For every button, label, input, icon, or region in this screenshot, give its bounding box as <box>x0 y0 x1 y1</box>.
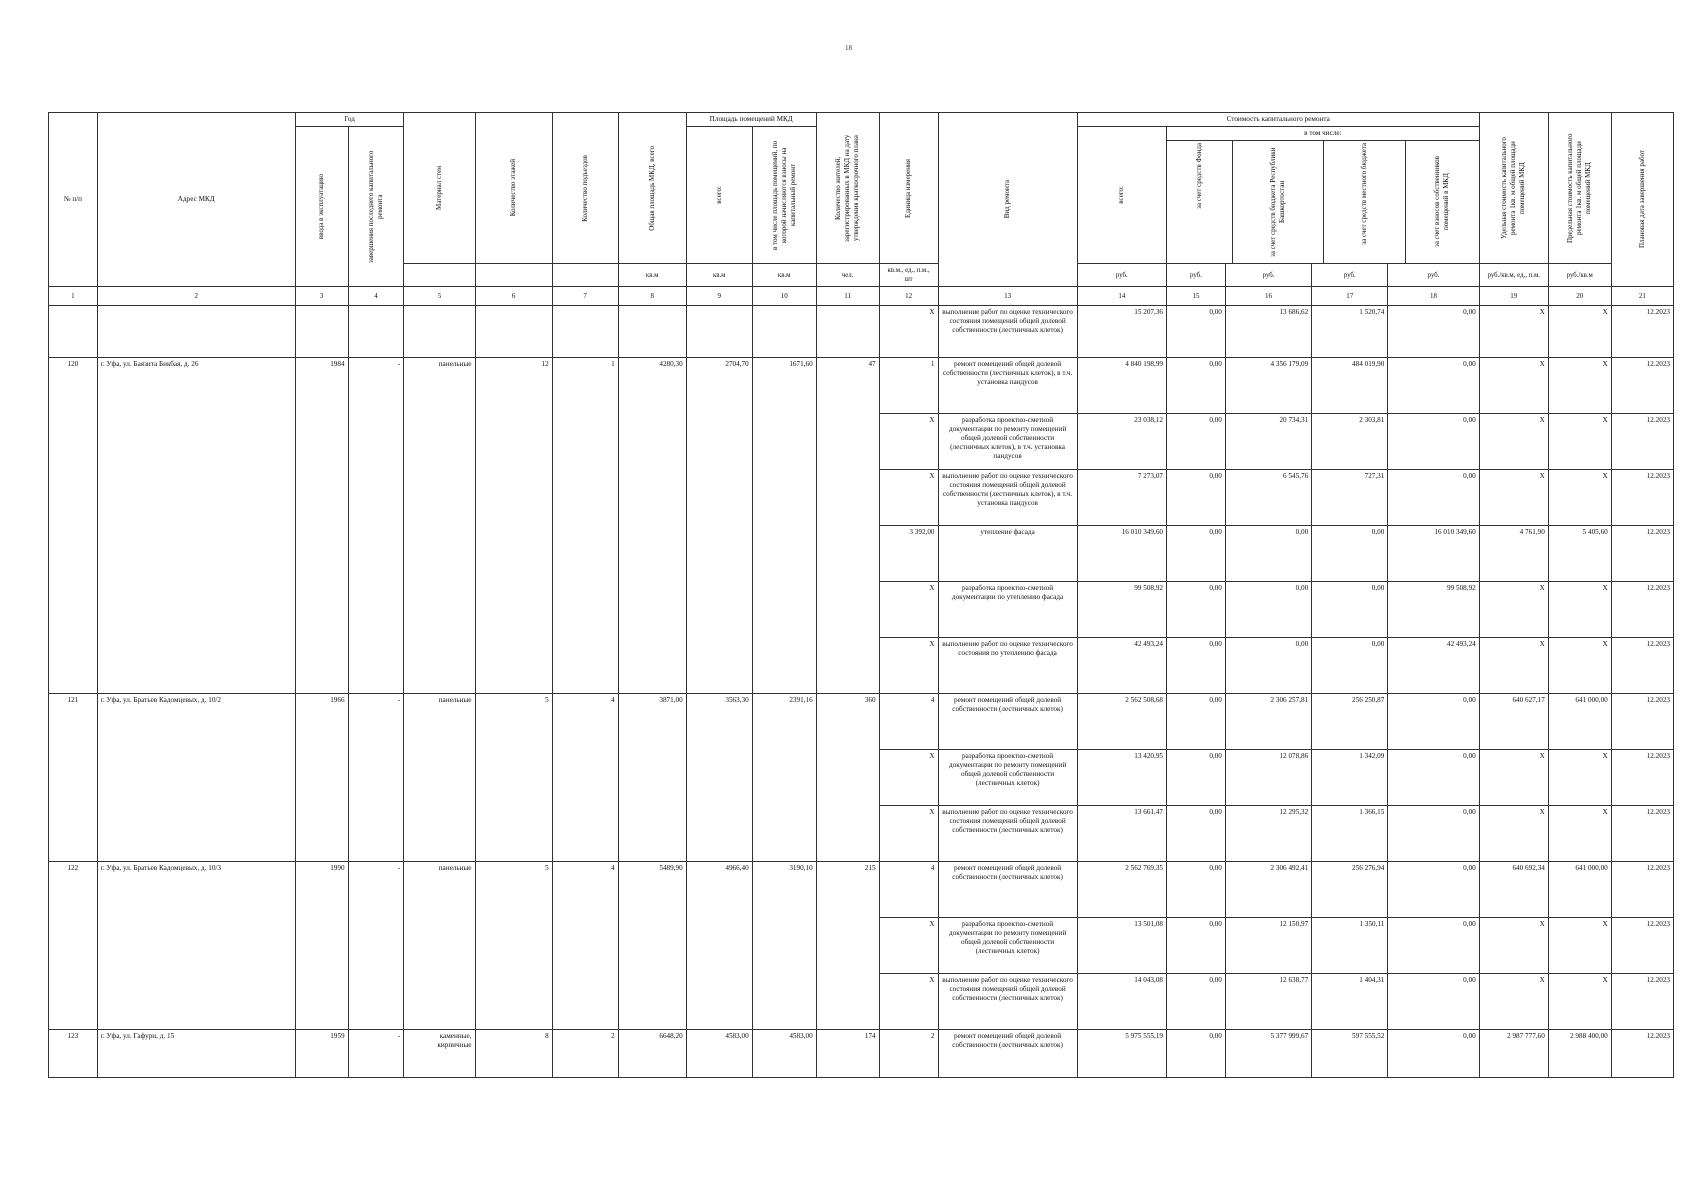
cell-specific: 640 692,34 <box>1479 862 1548 918</box>
cell-cost-total: 13 420,95 <box>1077 750 1166 806</box>
col-number: 2 <box>97 287 295 306</box>
unit-premises-res: кв.м <box>752 264 816 287</box>
cell-cost-fund: 0,00 <box>1167 470 1226 526</box>
year-commissioning: 1966 <box>295 694 348 862</box>
cell-limit: X <box>1548 918 1611 974</box>
cell-cost-fund: 0,00 <box>1167 358 1226 414</box>
cell-cost-total: 13 501,08 <box>1077 918 1166 974</box>
cell-cost-republic: 13 686,62 <box>1225 306 1311 358</box>
unit-floors-blank <box>475 264 552 287</box>
cell-specific: X <box>1479 750 1548 806</box>
premises-residential: 4583,00 <box>752 1030 816 1078</box>
header-including-group <box>1167 127 1480 264</box>
cell-cost-owners: 0,00 <box>1388 862 1479 918</box>
cell-specific: X <box>1479 806 1548 862</box>
header-specific-cost: Удельная стоимость капитального ремонта 1кв. м общей площади помещений МКД <box>1479 113 1548 264</box>
cell-cost-republic: 5 377 999,67 <box>1225 1030 1311 1078</box>
year-last-repair: - <box>348 358 404 694</box>
table-row <box>49 694 1674 750</box>
header-limit-cost: Предельная стоимость капитального ремонта 1кв. м общей площади помещений МКД <box>1548 113 1611 264</box>
cell-cost-owners: 0,00 <box>1388 694 1479 750</box>
cell-work: ремонт помещений общей долевой собственности (лестничных клеток) <box>938 862 1077 918</box>
col-number: 4 <box>348 287 404 306</box>
col-number: 18 <box>1388 287 1479 306</box>
cell-work: выполнение работ по оценке технического состояния по утеплению фасада <box>938 638 1077 694</box>
cell-cost-owners: 0,00 <box>1388 306 1479 358</box>
header-total-area: Общая площадь МКД, всего <box>618 113 686 264</box>
header-cost-local: за счет средств местного бюджета <box>1324 141 1406 263</box>
cell-work: разработка проектно-сметной документации по ремонту помещений общей долевой собственности (лестничных клеток) <box>938 918 1077 974</box>
cell-specific: 2 987 777,60 <box>1479 1030 1548 1078</box>
unit-material-blank <box>404 264 475 287</box>
entrances-count: 2 <box>552 1030 618 1078</box>
cell-work: утепление фасада <box>938 526 1077 582</box>
unit-cost-local: руб. <box>1312 264 1388 287</box>
floors-count: 12 <box>475 358 552 694</box>
unit-cost-owners: руб. <box>1388 264 1479 287</box>
total-area: 4280,30 <box>618 358 686 694</box>
cell-cost-local: 0,00 <box>1312 582 1388 638</box>
cell-cost-total: 2 562 769,35 <box>1077 862 1166 918</box>
cell-cost-total: 5 975 555,19 <box>1077 1030 1166 1078</box>
cell-cost-fund: 0,00 <box>1167 918 1226 974</box>
cell-cost-republic: 0,00 <box>1225 638 1311 694</box>
cell-unit: 2 <box>879 1030 938 1078</box>
cell-work: разработка проектно-сметной документации по ремонту помещений общей долевой собственности (лестничных клеток), в т.ч. установка пандусов <box>938 414 1077 470</box>
building-address: г. Уфа, ул. Гафури, д. 15 <box>97 1030 295 1078</box>
unit-cost-republic: руб. <box>1225 264 1311 287</box>
cell-date: 12.2023 <box>1611 806 1673 862</box>
cell-cost-total: 42 493,24 <box>1077 638 1166 694</box>
cell-date: 12.2023 <box>1611 306 1673 358</box>
premises-total: 4966,40 <box>686 862 752 1030</box>
cell-limit: X <box>1548 582 1611 638</box>
unit-total-area: кв.м <box>618 264 686 287</box>
cell-cost-local: 256 250,87 <box>1312 694 1388 750</box>
cell-specific: X <box>1479 414 1548 470</box>
cell-cost-republic: 0,00 <box>1225 526 1311 582</box>
col-number: 19 <box>1479 287 1548 306</box>
cell-unit: 1 <box>879 358 938 414</box>
col-number: 17 <box>1312 287 1388 306</box>
cell-unit: X <box>879 806 938 862</box>
header-cost-group: Стоимость капитального ремонта <box>1077 113 1479 127</box>
cell-cost-republic: 20 734,31 <box>1225 414 1311 470</box>
header-cost-total: всего: <box>1077 127 1166 264</box>
cell-cost-local: 1 350,11 <box>1312 918 1388 974</box>
cell-cost-local: 2 303,81 <box>1312 414 1388 470</box>
total-area: 6648,20 <box>618 1030 686 1078</box>
col-number: 5 <box>404 287 475 306</box>
premises-residential: 3190,10 <box>752 862 816 1030</box>
col-number: 12 <box>879 287 938 306</box>
cell-cost-total: 23 038,12 <box>1077 414 1166 470</box>
header-num: № п/п <box>49 113 98 287</box>
wall-material: панельные <box>404 862 475 1030</box>
cell-unit: X <box>879 750 938 806</box>
header-repair-type: Вид ремонта <box>938 113 1077 287</box>
cell-cost-local: 484 019,90 <box>1312 358 1388 414</box>
header-year-last-repair: завершения последнего капитального ремонта <box>348 127 404 287</box>
cell-cost-total: 14 043,08 <box>1077 974 1166 1030</box>
header-floors: Количество этажей <box>475 113 552 264</box>
cell-cost-owners: 0,00 <box>1388 974 1479 1030</box>
table-row <box>49 358 1674 414</box>
cell-cost-local: 1 342,09 <box>1312 750 1388 806</box>
wall-material: панельные <box>404 694 475 862</box>
cell-specific: X <box>1479 918 1548 974</box>
col-number: 21 <box>1611 287 1673 306</box>
unit-unit: кв.м., ед., п.м., шт <box>879 264 938 287</box>
building-num: 120 <box>49 358 98 694</box>
cell-limit: X <box>1548 806 1611 862</box>
col-number: 7 <box>552 287 618 306</box>
cell-cost-fund: 0,00 <box>1167 806 1226 862</box>
cell-cost-total: 16 010 349,60 <box>1077 526 1166 582</box>
cell-limit: 641 000,00 <box>1548 694 1611 750</box>
unit-cost-fund: руб. <box>1167 264 1226 287</box>
cell-specific: X <box>1479 582 1548 638</box>
residents-count: 47 <box>816 358 879 694</box>
cell-cost-owners: 42 493,24 <box>1388 638 1479 694</box>
cell-specific: X <box>1479 470 1548 526</box>
table-body <box>49 306 1674 1078</box>
cell-cost-total: 7 273,07 <box>1077 470 1166 526</box>
residents-count: 215 <box>816 862 879 1030</box>
cell-date: 12.2023 <box>1611 974 1673 1030</box>
col-number: 9 <box>686 287 752 306</box>
unit-entrances-blank <box>552 264 618 287</box>
cell-cost-local: 256 276,94 <box>1312 862 1388 918</box>
cell-cost-republic: 4 356 179,09 <box>1225 358 1311 414</box>
year-last-repair: - <box>348 1030 404 1078</box>
col-number: 13 <box>938 287 1077 306</box>
cell-unit: X <box>879 414 938 470</box>
cell-date: 12.2023 <box>1611 470 1673 526</box>
cell-date: 12.2023 <box>1611 582 1673 638</box>
cell-limit: X <box>1548 470 1611 526</box>
header-cost-fund: за счет средств Фонда <box>1167 141 1233 263</box>
cell-cost-local: 727,31 <box>1312 470 1388 526</box>
cell-specific: X <box>1479 638 1548 694</box>
cell-limit: X <box>1548 358 1611 414</box>
cell-limit: 5 405,60 <box>1548 526 1611 582</box>
cell-work: выполнение работ по оценке технического состояния помещений общей долевой собственности (лестничных клеток) <box>938 806 1077 862</box>
entrances-count: 1 <box>552 358 618 694</box>
cell-date: 12.2023 <box>1611 694 1673 750</box>
cell-work: ремонт помещений общей долевой собственности (лестничных клеток) <box>938 1030 1077 1078</box>
cell-cost-local: 597 555,52 <box>1312 1030 1388 1078</box>
cell-cost-republic: 12 078,86 <box>1225 750 1311 806</box>
cell-work: выполнение работ по оценке технического состояния помещений общей долевой собственности (лестничных клеток), в т.ч. установка пандусов <box>938 470 1077 526</box>
cell-limit: X <box>1548 974 1611 1030</box>
cell-date: 12.2023 <box>1611 358 1673 414</box>
cell-cost-local: 1 520,74 <box>1312 306 1388 358</box>
entrances-count: 4 <box>552 694 618 862</box>
cell-cost-total: 2 562 508,68 <box>1077 694 1166 750</box>
cell-date: 12.2023 <box>1611 862 1673 918</box>
col-number: 8 <box>618 287 686 306</box>
cell-cost-owners: 0,00 <box>1388 750 1479 806</box>
cell-work: выполнение работ по оценке технического состояния помещений общей долевой собственности (лестничных клеток) <box>938 974 1077 1030</box>
total-area: 5489,90 <box>618 862 686 1030</box>
floors-count: 5 <box>475 862 552 1030</box>
cell-cost-republic: 2 306 257,81 <box>1225 694 1311 750</box>
header-planned-date: Плановая дата завершения работ <box>1611 113 1673 287</box>
cell-cost-local: 0,00 <box>1312 638 1388 694</box>
header-unit: Единица измерения <box>879 113 938 264</box>
cell-limit: X <box>1548 750 1611 806</box>
cell-cost-total: 13 661,47 <box>1077 806 1166 862</box>
residents-count: 174 <box>816 1030 879 1078</box>
page-number: 18 <box>845 44 852 52</box>
building-num: 121 <box>49 694 98 862</box>
premises-total: 4583,00 <box>686 1030 752 1078</box>
table-row <box>49 1030 1674 1078</box>
col-number: 15 <box>1167 287 1226 306</box>
header-wall-material: Материал стен <box>404 113 475 264</box>
premises-total: 2704,70 <box>686 358 752 694</box>
cell-unit: 4 <box>879 862 938 918</box>
cell-cost-fund: 0,00 <box>1167 526 1226 582</box>
cell-cost-owners: 0,00 <box>1388 358 1479 414</box>
cell-cost-fund: 0,00 <box>1167 974 1226 1030</box>
cell-specific: X <box>1479 306 1548 358</box>
col-number: 10 <box>752 287 816 306</box>
cell-date: 12.2023 <box>1611 638 1673 694</box>
cell-cost-fund: 0,00 <box>1167 1030 1226 1078</box>
cell-cost-republic: 0,00 <box>1225 582 1311 638</box>
cell-cost-total: 4 840 198,99 <box>1077 358 1166 414</box>
col-number: 3 <box>295 287 348 306</box>
cell-cost-republic: 6 545,76 <box>1225 470 1311 526</box>
header-entrances: Количество подъездов <box>552 113 618 264</box>
cell-work: ремонт помещений общей долевой собственности (лестничных клеток), в т.ч. установка пандусов <box>938 358 1077 414</box>
unit-cost-total: руб. <box>1077 264 1166 287</box>
cell-cost-owners: 0,00 <box>1388 1030 1479 1078</box>
year-commissioning: 1959 <box>295 1030 348 1078</box>
header-address: Адрес МКД <box>97 113 295 287</box>
capital-repair-table <box>48 112 1674 1078</box>
cell-unit: 3 392,00 <box>879 526 938 582</box>
cell-work: выполнение работ по оценке технического состояния помещений общей долевой собственности (лестничных клеток) <box>938 306 1077 358</box>
total-area: 3871,00 <box>618 694 686 862</box>
cell-cost-total: 99 508,92 <box>1077 582 1166 638</box>
unit-specific: руб./кв.м, ед., п.м. <box>1479 264 1548 287</box>
cell-cost-fund: 0,00 <box>1167 306 1226 358</box>
building-num: 123 <box>49 1030 98 1078</box>
cell-cost-fund: 0,00 <box>1167 582 1226 638</box>
col-number: 6 <box>475 287 552 306</box>
residents-count: 360 <box>816 694 879 862</box>
cell-cost-owners: 16 010 349,60 <box>1388 526 1479 582</box>
cell-specific: 640 627,17 <box>1479 694 1548 750</box>
cell-limit: X <box>1548 638 1611 694</box>
cell-cost-republic: 2 306 492,41 <box>1225 862 1311 918</box>
cell-cost-owners: 0,00 <box>1388 918 1479 974</box>
header-cost-republic: за счет средств бюджета Республики Башкортостан <box>1233 141 1324 263</box>
cell-unit: 4 <box>879 694 938 750</box>
header-including-sub <box>1167 141 1479 263</box>
building-num: 122 <box>49 862 98 1030</box>
cell-work: ремонт помещений общей долевой собственности (лестничных клеток) <box>938 694 1077 750</box>
header-year-commissioning: ввода в эксплуатацию <box>295 127 348 287</box>
wall-material: панельные <box>404 358 475 694</box>
table-header <box>49 113 1674 306</box>
header-premises-group: Площадь помещений МКД <box>686 113 816 127</box>
table-row <box>49 862 1674 918</box>
col-number: 1 <box>49 287 98 306</box>
cell-limit: X <box>1548 306 1611 358</box>
cell-cost-owners: 0,00 <box>1388 806 1479 862</box>
table-row-carry <box>49 306 1674 358</box>
year-last-repair: - <box>348 862 404 1030</box>
cell-date: 12.2023 <box>1611 526 1673 582</box>
cell-cost-total: 15 207,36 <box>1077 306 1166 358</box>
cell-work: разработка проектно-сметной документации по утеплению фасада <box>938 582 1077 638</box>
cell-unit: X <box>879 974 938 1030</box>
cell-unit: X <box>879 582 938 638</box>
unit-limit: руб./кв.м <box>1548 264 1611 287</box>
premises-total: 3563,30 <box>686 694 752 862</box>
cell-work: разработка проектно-сметной документации по ремонту помещений общей долевой собственности (лестничных клеток) <box>938 750 1077 806</box>
header-residents: Количество жителей, зарегистрированных в МКД на дату утверждения краткосрочного плана <box>816 113 879 264</box>
cell-cost-republic: 12 638,77 <box>1225 974 1311 1030</box>
unit-premises-total: кв.м <box>686 264 752 287</box>
col-number: 11 <box>816 287 879 306</box>
cell-cost-owners: 0,00 <box>1388 470 1479 526</box>
cell-unit: X <box>879 306 938 358</box>
wall-material: каменные, кирпичные <box>404 1030 475 1078</box>
premises-residential: 1671,60 <box>752 358 816 694</box>
cell-date: 12.2023 <box>1611 1030 1673 1078</box>
column-number-row <box>49 287 1674 306</box>
year-commissioning: 1990 <box>295 862 348 1030</box>
col-number: 20 <box>1548 287 1611 306</box>
cell-unit: X <box>879 918 938 974</box>
cell-cost-fund: 0,00 <box>1167 638 1226 694</box>
cell-cost-local: 1 404,31 <box>1312 974 1388 1030</box>
cell-cost-fund: 0,00 <box>1167 414 1226 470</box>
cell-specific: X <box>1479 358 1548 414</box>
building-address: г. Уфа, ул. Баязита Бикбая, д. 26 <box>97 358 295 694</box>
floors-count: 5 <box>475 694 552 862</box>
cell-cost-republic: 12 150,97 <box>1225 918 1311 974</box>
cell-cost-owners: 0,00 <box>1388 414 1479 470</box>
cell-cost-local: 1 366,15 <box>1312 806 1388 862</box>
header-including: в том числе: <box>1167 127 1479 141</box>
cell-cost-owners: 99 508,92 <box>1388 582 1479 638</box>
header-premises-total: всего: <box>686 127 752 264</box>
cell-unit: X <box>879 638 938 694</box>
year-last-repair: - <box>348 694 404 862</box>
cell-cost-fund: 0,00 <box>1167 862 1226 918</box>
building-address: г. Уфа, ул. Братьев Кадомцевых, д. 10/2 <box>97 694 295 862</box>
floors-count: 8 <box>475 1030 552 1078</box>
cell-unit: X <box>879 470 938 526</box>
cell-limit: 2 988 400,00 <box>1548 1030 1611 1078</box>
cell-limit: X <box>1548 414 1611 470</box>
col-number: 16 <box>1225 287 1311 306</box>
cell-date: 12.2023 <box>1611 918 1673 974</box>
header-year-group: Год <box>295 113 404 127</box>
entrances-count: 4 <box>552 862 618 1030</box>
cell-limit: 641 000,00 <box>1548 862 1611 918</box>
cell-cost-fund: 0,00 <box>1167 694 1226 750</box>
cell-cost-local: 0,00 <box>1312 526 1388 582</box>
cell-date: 12.2023 <box>1611 414 1673 470</box>
capital-repair-table-sheet <box>48 112 1674 1078</box>
cell-cost-republic: 12 295,32 <box>1225 806 1311 862</box>
cell-specific: X <box>1479 974 1548 1030</box>
header-premises-residential: в том числе площадь помещений, по которой начисляются взносы на капитальный ремонт <box>752 127 816 264</box>
header-cost-owners: за счет взносов собственников помещений в МКД <box>1433 156 1451 248</box>
cell-cost-fund: 0,00 <box>1167 750 1226 806</box>
building-address: г. Уфа, ул. Братьев Кадомцевых, д. 10/3 <box>97 862 295 1030</box>
unit-residents: чел. <box>816 264 879 287</box>
premises-residential: 2391,16 <box>752 694 816 862</box>
col-number: 14 <box>1077 287 1166 306</box>
cell-date: 12.2023 <box>1611 750 1673 806</box>
cell-specific: 4 761,90 <box>1479 526 1548 582</box>
year-commissioning: 1984 <box>295 358 348 694</box>
